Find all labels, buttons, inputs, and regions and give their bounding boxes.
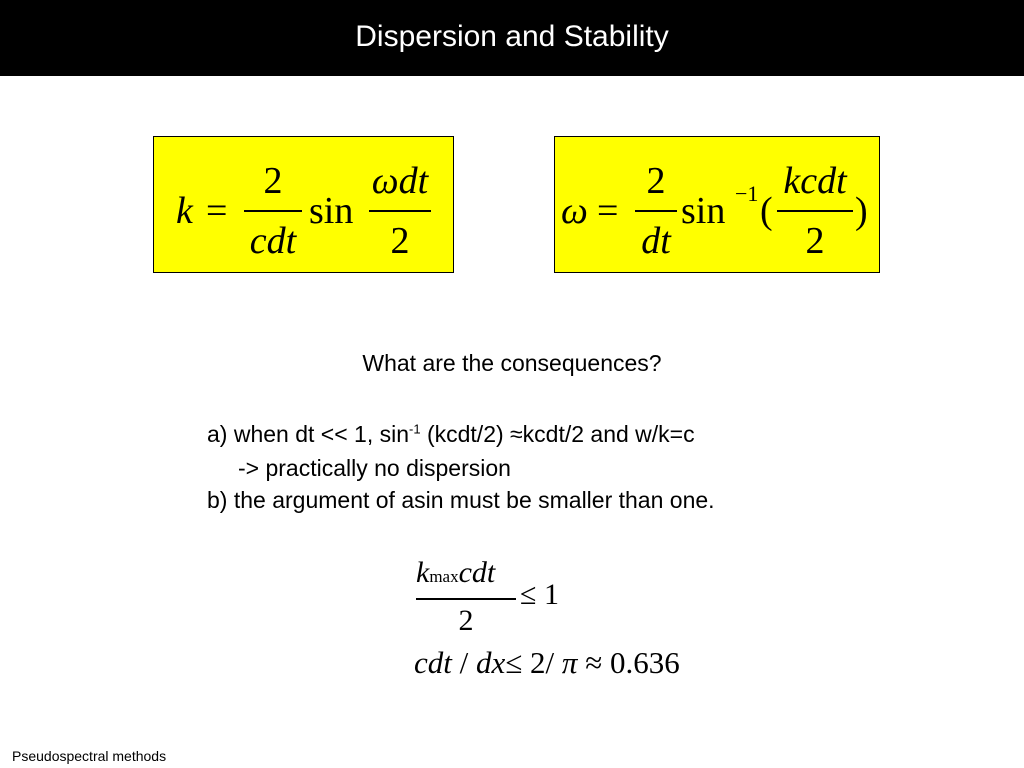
eq2-sin-superscript: −1 <box>735 181 759 206</box>
item-a <box>207 421 695 448</box>
ineq1-relation: ≤ <box>520 578 537 611</box>
eq1-omega-symbol: ω <box>371 160 399 202</box>
eq2-equals: = <box>597 190 619 232</box>
ineq1-fraction-bar <box>416 598 516 600</box>
footer-label: Pseudospectral methods <box>12 748 167 764</box>
equation-box-wavenumber <box>153 136 454 273</box>
ineq2-approx: ≈ <box>585 645 603 680</box>
ineq2-two: 2 <box>530 645 546 680</box>
eq1-arg-fraction-bar <box>369 210 431 212</box>
ineq1-k: k <box>416 556 430 589</box>
eq1-sin: sin <box>309 190 354 232</box>
eq2-close-paren: ) <box>855 190 868 232</box>
stability-inequality <box>410 556 570 646</box>
item-a-prefix: a) when dt << 1, sin <box>207 421 410 447</box>
ineq2-slash-1: / <box>459 645 469 680</box>
eq1-arg-denominator: 2 <box>390 220 410 262</box>
eq2-coef-numerator: 2 <box>646 160 666 202</box>
item-b: b) the argument of asin must be smaller than one. <box>207 487 715 513</box>
eq2-arg-numerator: kcdt <box>783 160 847 202</box>
eq1-lhs: k <box>176 190 193 232</box>
ineq1-denominator: 2 <box>458 604 474 637</box>
eq1-equals: = <box>206 190 228 232</box>
eq1-coef-numerator: 2 <box>263 160 283 202</box>
ineq2-pi: π <box>561 645 578 680</box>
consequences-question: What are the consequences? <box>362 350 662 376</box>
ineq1-rhs: 1 <box>544 578 559 611</box>
slide-title: Dispersion and Stability <box>355 20 669 53</box>
eq2-arg-fraction-bar <box>777 210 853 212</box>
ineq2-slash-2: / <box>545 645 555 680</box>
title-bar <box>0 0 1024 76</box>
ineq1-cdt: cdt <box>458 556 496 589</box>
ineq1-subscript-max: max <box>429 567 459 586</box>
eq2-coef-fraction-bar <box>635 210 677 212</box>
eq1-arg-num-rest: dt <box>398 160 429 202</box>
courant-bound <box>414 645 680 681</box>
eq2-arg-denominator: 2 <box>805 220 825 262</box>
item-a-continuation: -> practically no dispersion <box>238 455 511 481</box>
eq1-coef-denominator: cdt <box>249 220 297 262</box>
item-a-superscript: -1 <box>409 421 421 437</box>
eq1-arg-numerator <box>366 159 434 203</box>
eq2-sin: sin <box>681 190 726 232</box>
ineq2-dx: dx <box>476 645 506 680</box>
eq1-coef-fraction-bar <box>244 210 302 212</box>
eq2-lhs: ω <box>561 190 588 232</box>
eq2-coef-denominator: dt <box>641 220 671 262</box>
item-a-suffix: (kcdt/2) ≈kcdt/2 and w/k=c <box>420 421 695 447</box>
ineq2-value: 0.636 <box>609 645 680 680</box>
equation-box-frequency <box>554 136 880 273</box>
ineq2-cdt: cdt <box>414 645 452 680</box>
ineq1-numerator <box>416 556 495 590</box>
ineq2-relation: ≤ <box>505 645 523 680</box>
eq2-open-paren: ( <box>760 190 773 232</box>
